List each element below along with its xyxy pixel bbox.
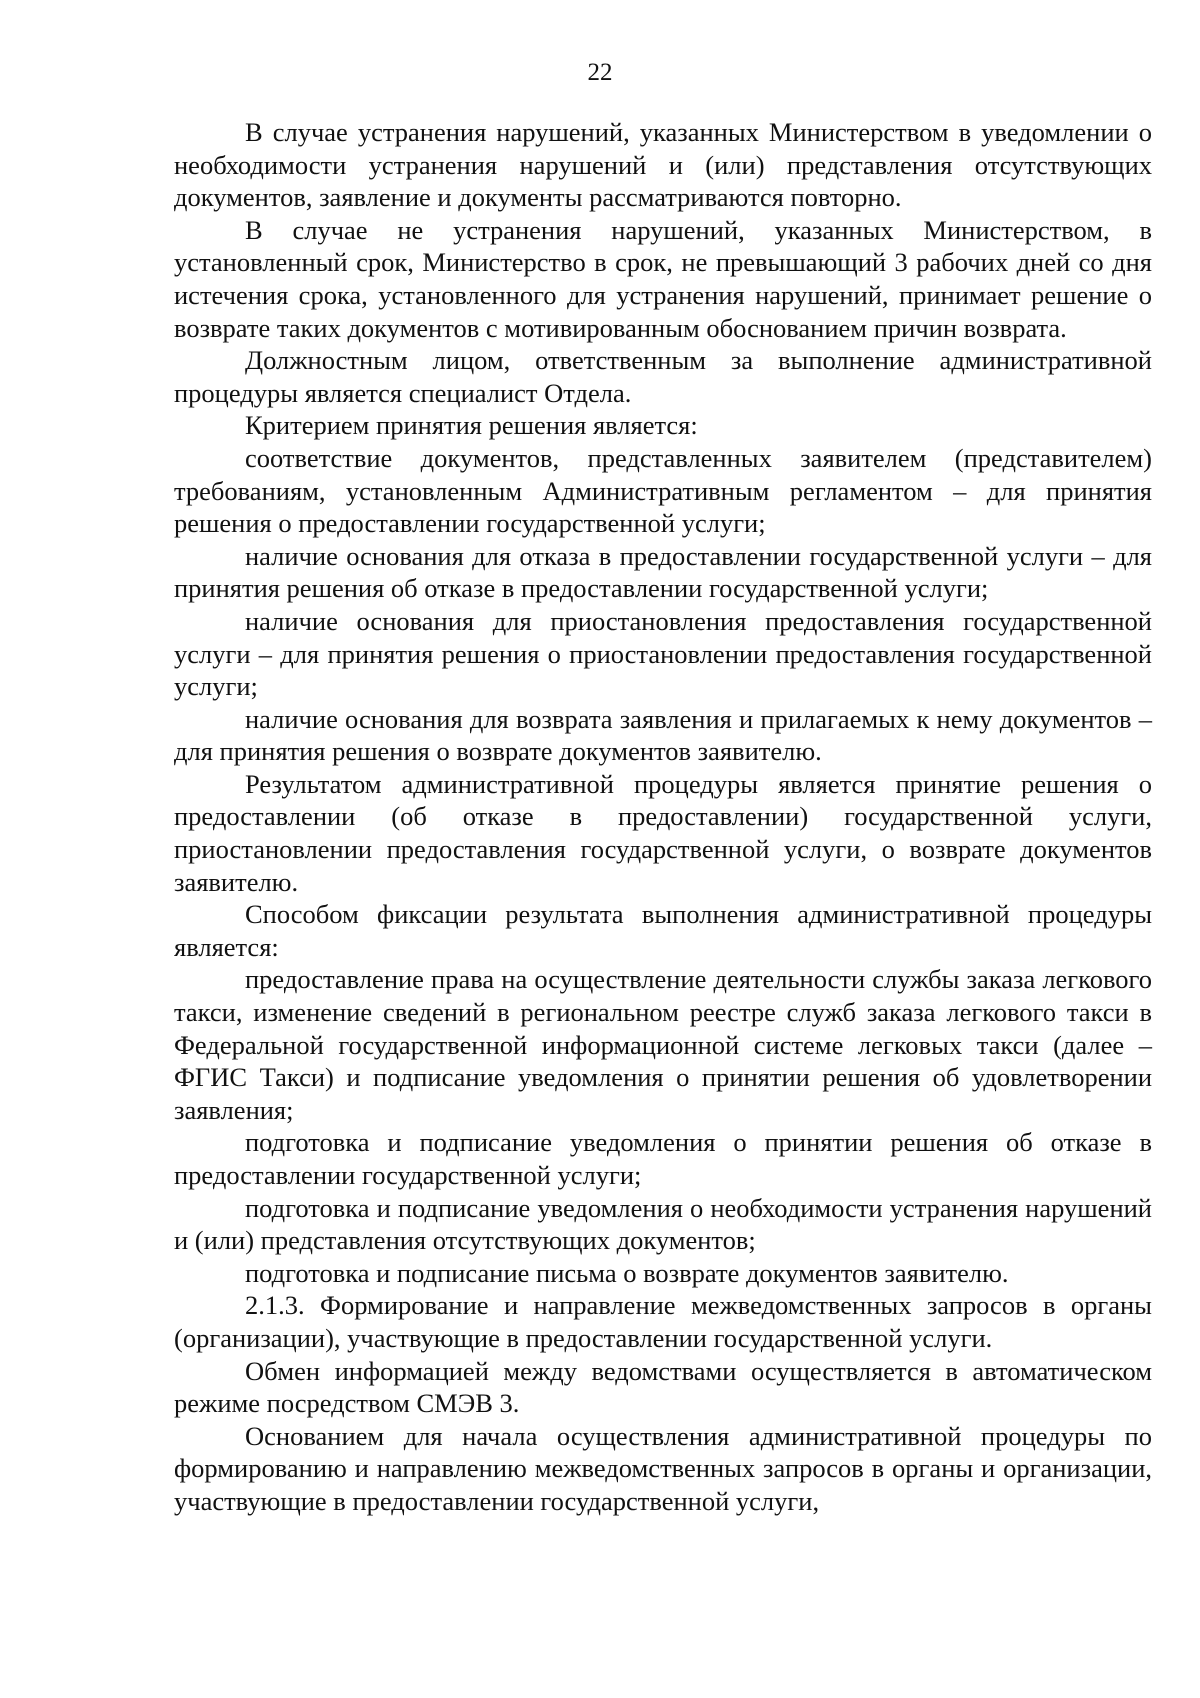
paragraph-1: В случае устранения нарушений, указанных Министерством в уведомлении о необходимости устранения нарушений и (или) представления отсутствующих документов, заявление и документы рассматриваются повторно. xyxy=(174,117,1152,213)
paragraph-13: подготовка и подписание уведомления о необходимости устранения нарушений и (или) представления отсутствующих документов; xyxy=(174,1192,1152,1256)
paragraph-12: подготовка и подписание уведомления о принятии решения об отказе в предоставлении государственной услуги; xyxy=(174,1127,1152,1190)
paragraph-9: Результатом административной процедуры является принятие решения о предоставлении (об отказе в предоставлении) государственной услуги, приостановлении предоставления государственной услуги, о возврате документов заявителю. xyxy=(174,768,1152,897)
paragraph-4: Критерием принятия решения является: xyxy=(245,410,698,441)
document-body xyxy=(174,116,1152,1518)
paragraph-2: В случае не устранения нарушений, указанных Министерством, в установленный срок, Министерство в срок, не превышающий 3 рабочих дней со дня истечения срока, установленного для устранения нарушений, принимает решение о возврате таких документов с мотивированным обоснованием причин возврата. xyxy=(174,214,1152,343)
paragraph-5: соответствие документов, представленных заявителем (представителем) требованиям, установленным Административным регламентом – для принятия решения о предоставлении государственной услуги; xyxy=(174,442,1152,539)
page-number: 22 xyxy=(587,59,613,86)
paragraph-17: Основанием для начала осуществления административной процедуры по формированию и направлению межведомственных запросов в органы и организации, участвующие в предоставлении государственной услуги, xyxy=(174,1420,1152,1516)
paragraph-7: наличие основания для приостановления предоставления государственной услуги – для принятия решения о приостановлении предоставления государственной услуги; xyxy=(174,605,1152,702)
paragraph-10: Способом фиксации результата выполнения административной процедуры является: xyxy=(174,899,1152,962)
paragraph-15: 2.1.3. Формирование и направление межведомственных запросов в органы (организации), участвующие в предоставлении государственной услуги. xyxy=(174,1290,1152,1353)
paragraph-16: Обмен информацией между ведомствами осуществляется в автоматическом режиме посредством СМЭВ 3. xyxy=(174,1355,1152,1419)
paragraph-3: Должностным лицом, ответственным за выполнение административной процедуры является специалист Отдела. xyxy=(174,345,1152,408)
paragraph-14: подготовка и подписание письма о возврате документов заявителю. xyxy=(245,1257,1009,1288)
paragraph-11: предоставление права на осуществление деятельности службы заказа легкового такси, изменение сведений в региональном реестре служб заказа легкового такси в Федеральной государственной информационной системе легковых такси (далее – ФГИС Такси) и подписание уведомления о принятии решения об удовлетворении заявления; xyxy=(174,964,1152,1125)
paragraph-8: наличие основания для возврата заявления и прилагаемых к нему документов – для принятия решения о возврате документов заявителю. xyxy=(174,703,1152,767)
paragraph-6: наличие основания для отказа в предоставлении государственной услуги – для принятия решения об отказе в предоставлении государственной услуги; xyxy=(174,540,1152,604)
